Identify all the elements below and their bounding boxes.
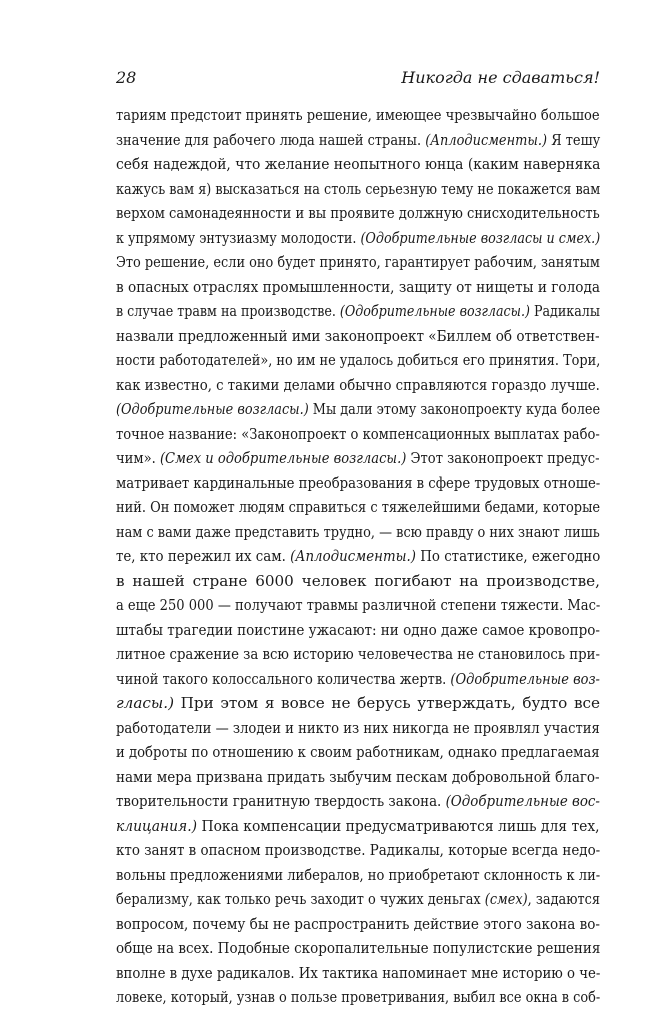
text-line: [116, 936, 600, 961]
text-line: [116, 985, 600, 1010]
text-line: [116, 887, 600, 912]
stage-direction: (Одобрительные воз-: [450, 669, 600, 688]
text-segment: в случае травм на производстве.: [116, 302, 340, 320]
text-line: [116, 250, 600, 275]
text-segment: Мы дали этому законопроекту куда более: [308, 400, 601, 418]
text-line: [116, 103, 600, 128]
text-line: [116, 814, 600, 839]
text-line: [116, 765, 600, 790]
text-segment: нам с вами даже представить трудно, — всю правду о них знают лишь: [116, 522, 600, 541]
text-segment: ности работодателей», но им не удалось добиться его принятия. Тори,: [116, 351, 601, 369]
text-segment: Пока компенсации предусматриваются лишь для тех,: [197, 816, 600, 835]
text-line: [116, 128, 600, 153]
text-line: [116, 740, 600, 765]
text-segment: , задаются: [527, 890, 600, 908]
text-segment: литное сражение за всю историю человечества не становилось при-: [116, 645, 600, 663]
text-segment: При этом я вовсе не берусь утверждать, будто все: [174, 694, 600, 712]
page-number: 28: [116, 68, 137, 87]
text-line: [116, 152, 600, 177]
text-segment: в опасных отраслях промышленности, защиту от нищеты и голода: [116, 277, 601, 296]
text-line: [116, 667, 600, 692]
stage-direction: гласы.): [116, 694, 175, 712]
text-segment: кто занят в опасном производстве. Радикалы, которые всегда недо-: [116, 841, 601, 859]
text-segment: вопросом, почему бы не распространить действие этого закона во-: [116, 914, 601, 933]
stage-direction: (Аплодисменты.): [425, 130, 548, 149]
text-line: [116, 275, 600, 300]
text-segment: нами мера призвана придать зыбучим пескам добровольной благо-: [116, 767, 600, 786]
stage-direction: клицания.): [116, 816, 198, 835]
running-head: [116, 66, 600, 90]
text-segment: работодатели — злодеи и никто из них никогда не проявлял участия: [116, 718, 600, 737]
text-segment: ловеке, который, узнав о пользе проветривания, выбил все окна в соб-: [116, 988, 601, 1006]
text-segment: к упрямому энтузиазму молодости.: [116, 228, 361, 247]
text-line: [116, 324, 600, 349]
text-segment: чим».: [116, 449, 160, 467]
text-segment: в нашей стране 6000 человек погибают на производстве,: [116, 571, 600, 590]
stage-direction: (Одобрительные возгласы и смех.): [360, 228, 601, 247]
stage-direction: (Одобрительные возгласы.): [339, 302, 530, 320]
text-segment: матривает кардинальные преобразования в сфере трудовых отноше-: [116, 473, 601, 492]
text-segment: вполне в духе радикалов. Их тактика напоминает мне историю о че-: [116, 963, 601, 982]
text-line: [116, 716, 600, 741]
text-line: [116, 495, 600, 520]
text-segment: точное название: «Законопроект о компенсационных выплатах рабо-: [116, 424, 600, 443]
text-segment: и доброты по отношению к своим работникам, однако предлагаемая: [116, 743, 600, 761]
text-segment: верхом самонадеянности и вы проявите должную снисходительность: [116, 204, 600, 222]
text-line: [116, 446, 600, 471]
text-segment: берализму, как только речь заходит о чужих деньгах: [116, 890, 485, 908]
text-segment: как известно, с такими делами обычно справляются гораздо лучше.: [116, 375, 600, 394]
stage-direction: (смех): [484, 890, 528, 908]
stage-direction: (Одобрительные вос-: [445, 792, 600, 810]
text-line: [116, 373, 600, 398]
text-line: [116, 618, 600, 643]
text-line: [116, 299, 600, 324]
text-segment: По статистике, ежегодно: [415, 547, 601, 565]
text-segment: Я тешу: [547, 130, 601, 149]
text-segment: вольны предложениями либералов, но приобретают склонность к ли-: [116, 865, 601, 884]
text-segment: а еще 250 000 — получают травмы различной степени тяжести. Мас-: [116, 596, 601, 614]
text-line: [116, 642, 600, 667]
text-segment: те, кто пережил их сам.: [116, 547, 291, 565]
text-segment: Этот законопроект предус-: [406, 449, 600, 467]
stage-direction: (Одобрительные возгласы.): [116, 400, 309, 418]
text-line: [116, 422, 600, 447]
text-line: [116, 544, 600, 569]
text-segment: тариям предстоит принять решение, имеющее чрезвычайно большое: [116, 106, 600, 124]
text-segment: творительности гранитную твердость закона.: [116, 792, 446, 810]
text-line: [116, 838, 600, 863]
text-line: [116, 520, 600, 545]
text-segment: Радикалы: [529, 302, 600, 320]
text-segment: себя надеждой, что желание неопытного юнца (каким наверняка: [116, 155, 601, 173]
body-text: [116, 103, 600, 1010]
text-segment: штабы трагедии поистине ужасают: ни одно даже самое кровопро-: [116, 620, 600, 639]
book-title: Никогда не сдаваться!: [401, 68, 600, 87]
text-line: [116, 863, 600, 888]
text-segment: назвали предложенный ими законопроект «Биллем об ответствен-: [116, 326, 600, 345]
text-line: [116, 569, 600, 594]
text-segment: значение для рабочего люда нашей страны.: [116, 130, 426, 149]
text-line: [116, 348, 600, 373]
text-segment: Это решение, если оно будет принято, гарантирует рабочим, занятым: [116, 253, 600, 271]
text-line: [116, 201, 600, 226]
text-line: [116, 593, 600, 618]
text-line: [116, 961, 600, 986]
text-segment: обще на всех. Подобные скоропалительные популистские решения: [116, 939, 601, 957]
text-segment: кажусь вам я) высказаться на столь серьезную тему не покажется вам: [116, 179, 601, 198]
text-line: [116, 226, 600, 251]
stage-direction: (Аплодисменты.): [290, 547, 416, 565]
stage-direction: (Смех и одобрительные возгласы.): [159, 449, 407, 467]
text-line: [116, 912, 600, 937]
text-line: [116, 471, 600, 496]
text-line: [116, 789, 600, 814]
text-line: [116, 397, 600, 422]
text-segment: ний. Он поможет людям справиться с тяжелейшими бедами, которые: [116, 498, 601, 516]
text-line: [116, 691, 600, 716]
text-line: [116, 177, 600, 202]
text-segment: чиной такого колоссального количества жертв.: [116, 669, 451, 688]
